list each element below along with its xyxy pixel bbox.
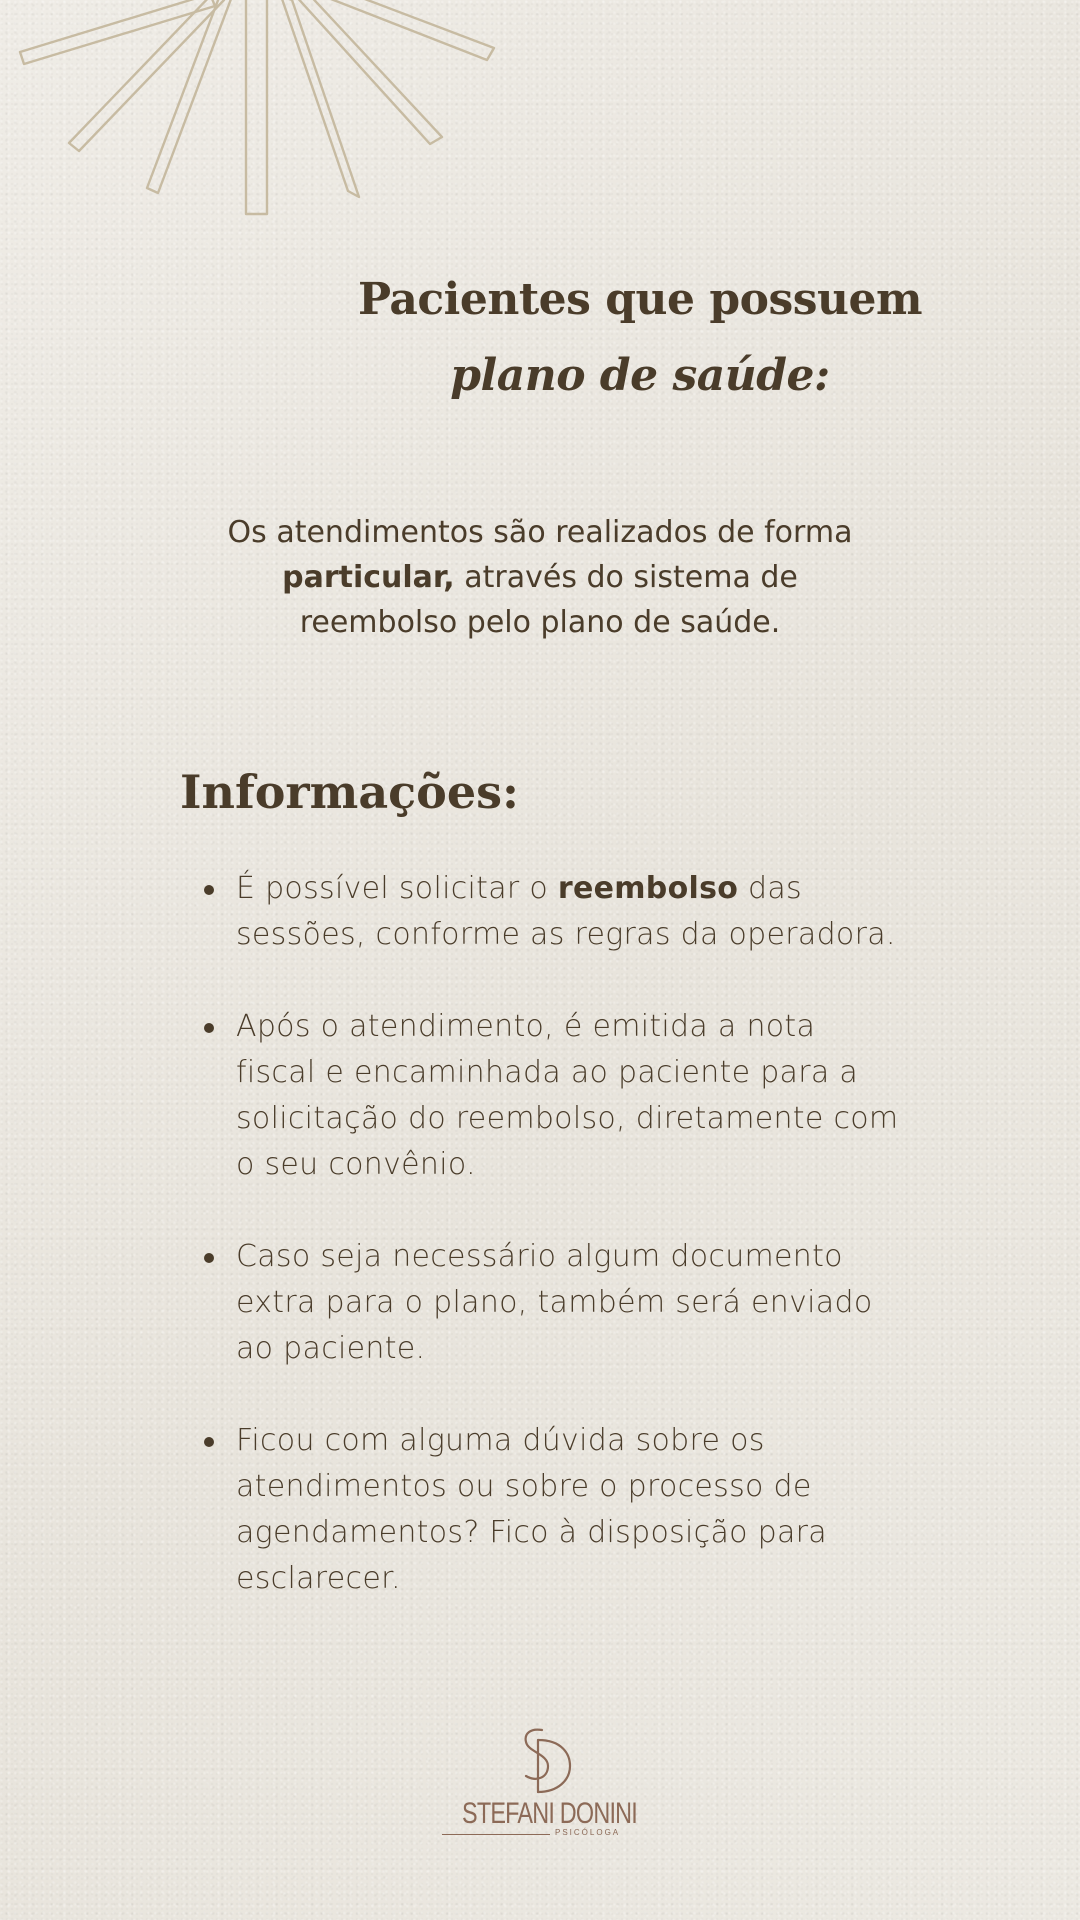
page-title [300, 262, 980, 414]
info-item-text: Caso seja necessário algum documento extra para o plano, também será enviado ao paciente. [236, 1239, 873, 1366]
info-section-title: Informações: [180, 765, 519, 819]
sunburst-decoration-icon [0, 0, 520, 230]
brand-logo [0, 1720, 1080, 1840]
title-line-1: Pacientes que possuem [357, 274, 923, 325]
title-line-2: plano de saúde: [450, 350, 830, 401]
info-item-text: Após o atendimento, é emitida a nota fiscal e encaminhada ao paciente para a solicitação do reembolso, diretamente com o seu convênio. [236, 1009, 899, 1182]
info-list [200, 866, 900, 1648]
info-item-text: Ficou com alguma dúvida sobre os atendimentos ou sobre o processo de agendamentos? Fico à disposição para esclarecer. [236, 1423, 827, 1596]
info-item-text-start: É possível solicitar o [236, 871, 558, 906]
intro-text-start: Os atendimentos são realizados de forma [227, 515, 853, 550]
logo-divider [442, 1834, 550, 1835]
intro-text-end: através do sistema de reembolso pelo plano de saúde. [299, 560, 798, 640]
bullet-icon [204, 1437, 214, 1447]
info-item-text-end: das sessões, conforme as regras da operadora. [236, 871, 896, 952]
intro-paragraph [200, 510, 880, 645]
info-item [200, 866, 900, 958]
info-item [200, 1418, 900, 1602]
sd-monogram-icon [508, 1724, 572, 1796]
info-item [200, 1004, 900, 1188]
bullet-icon [204, 885, 214, 895]
bullet-icon [204, 1253, 214, 1263]
bullet-icon [204, 1023, 214, 1033]
intro-bold-text: particular, [282, 560, 455, 595]
brand-name: STEFANI DONINI [462, 1797, 638, 1830]
brand-subtitle: PSICÓLOGA [555, 1828, 621, 1837]
info-item-bold-text: reembolso [557, 871, 739, 906]
info-item [200, 1234, 900, 1372]
